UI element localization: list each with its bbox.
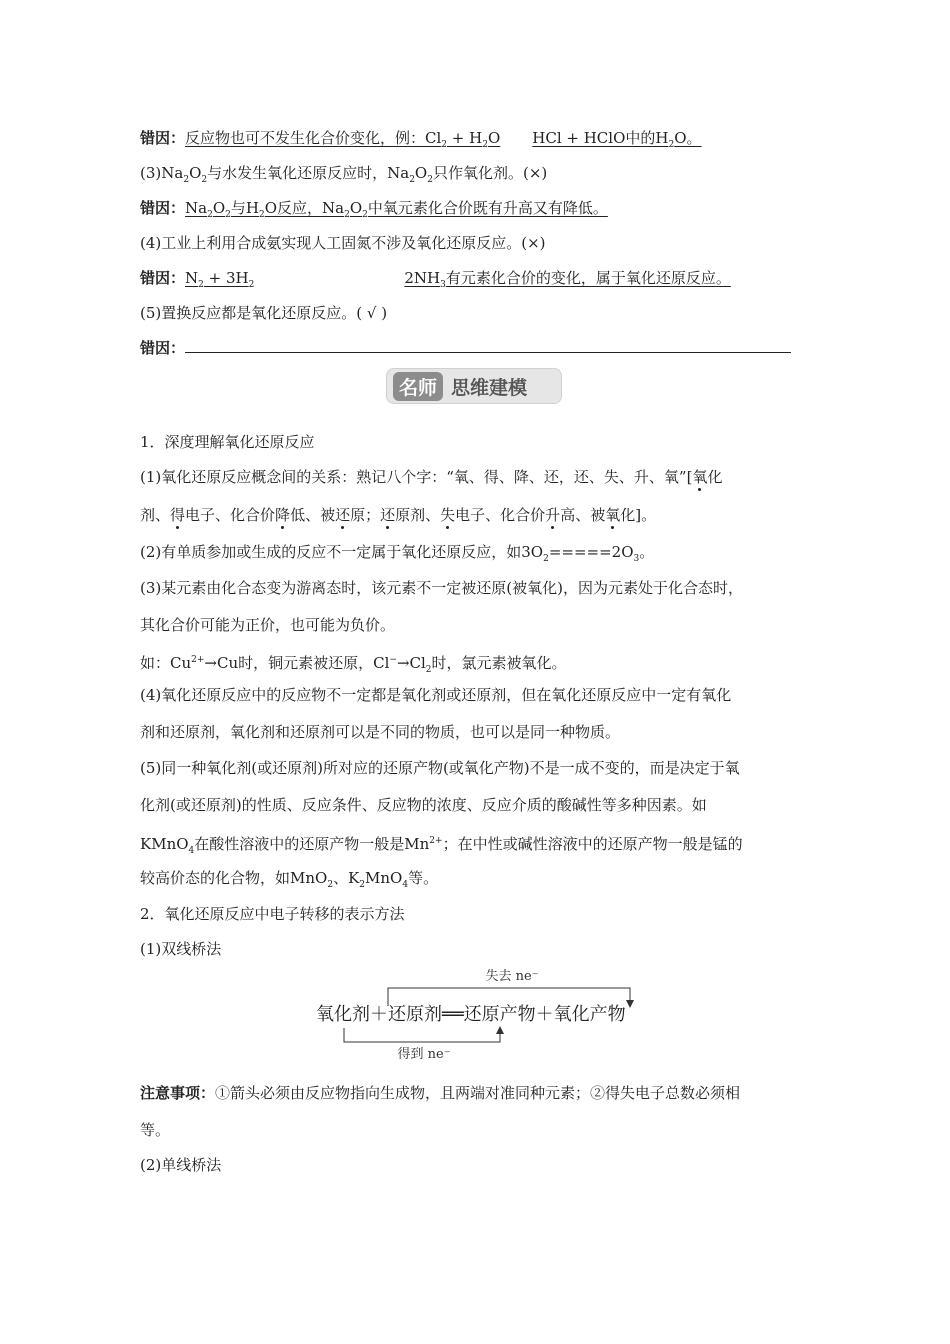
badge-tag: 名师 — [393, 372, 443, 401]
judgement-item-3: $(3)Na_2O_2$与水发生氧化还原反应时，$Na_2O_2$只作氧化剂。(×) — [140, 164, 548, 185]
para-4-line-1: (4)氧化还原反应中的反应物不一定都是氧化剂或还原剂，但在氧化还原反应中一定有氧化 — [140, 686, 732, 704]
diagram-top-label: 失去 ne⁻ — [485, 969, 539, 984]
note-line-1: 注意事项：①箭头必须由反应物指向生成物，且两端对准同种元素；②得失电子总数必须相 — [140, 1084, 741, 1102]
judgement-item-5: (5)置换反应都是氧化还原反应。( √ ) — [140, 304, 388, 322]
para-5-line-2: 化剂(或还原剂)的性质、反应条件、反应物的浓度、反应介质的酸碱性等多种因素。如 — [140, 796, 707, 814]
diagram-equation: 氧化剂＋还原剂══还原产物＋氧化产物 — [316, 1004, 626, 1025]
section-2-title: 2．氧化还原反应中电子转移的表示方法 — [140, 905, 405, 923]
note-line-2: 等。 — [140, 1121, 171, 1139]
top-arrow-icon — [626, 1000, 634, 1008]
para-3-line-1: (3)某元素由化合态变为游离态时，该元素不一定被还原(被氧化)，因为元素处于化合态时， — [140, 579, 743, 597]
error-reason-5: 错因： — [140, 338, 791, 358]
double-bridge-diagram — [300, 962, 660, 1062]
badge-title: 思维建模 — [451, 376, 528, 399]
bottom-bridge-line — [344, 1028, 500, 1042]
para-1-line-1: (1)氧化还原反应概念间的关系：熟记八个字：“氧、得、降、还，还、失、升、氧”[氧化 — [140, 468, 723, 486]
single-bridge-title: (2)单线桥法 — [140, 1156, 222, 1174]
para-5-line-1: (5)同一种氧化剂(或还原剂)所对应的还原产物(或氧化产物)不是一成不变的，而是决定于氧 — [140, 759, 740, 777]
para-2: (2)有单质参加或生成的反应不一定属于氧化还原反应，如$3O_2=====2O_3$。 — [140, 543, 655, 564]
para-3-example: 如：$Cu^{2+}\to Cu$时，铜元素被还原，$Cl^-\to Cl_2$时，氯元素被氧化。 — [140, 654, 567, 675]
para-4-line-2: 剂和还原剂，氧化剂和还原剂可以是不同的物质，也可以是同一种物质。 — [140, 723, 621, 741]
section-badge — [386, 368, 562, 404]
para-1-line-2: 剂、得电子、化合价降低、被还原；还原剂、失电子、化合价升高、被氧化]。 — [140, 506, 657, 524]
section-1-title: 1．深度理解氧化还原反应 — [140, 433, 315, 451]
para-3-line-2: 其化合价可能为正价，也可能为负价。 — [140, 616, 396, 634]
double-bridge-title: (1)双线桥法 — [140, 940, 222, 958]
answer-blank[interactable] — [185, 338, 791, 353]
error-reason-3: 错因：$Na_2O_2$与$H_2O$反应，$Na_2O_2$中氧元素化合价既有升高又有降低。 — [140, 199, 608, 220]
judgement-item-4: (4)工业上利用合成氨实现人工固氮不涉及氧化还原反应。(×) — [140, 234, 546, 252]
para-5-line-3: KMnO$_4$在酸性溶液中的还原产物一般是$Mn^{2+}$；在中性或碱性溶液中的还原产物一般是锰的 — [140, 835, 743, 856]
error-reason-4: 错因：$N_2 + 3H_2$ $2NH_3$有元素化合价的变化，属于氧化还原反应。 — [140, 269, 731, 290]
para-5-line-4: 较高价态的化合物，如MnO$_2$、$K_2MnO_4$等。 — [140, 869, 439, 890]
diagram-bottom-label: 得到 ne⁻ — [397, 1047, 451, 1062]
bottom-arrow-icon — [496, 1026, 504, 1034]
error-reason-1: 错因：反应物也可不发生化合价变化，例：$Cl_2 + H_2O$ HCl + HClO中的$H_2O$。 — [140, 129, 702, 150]
